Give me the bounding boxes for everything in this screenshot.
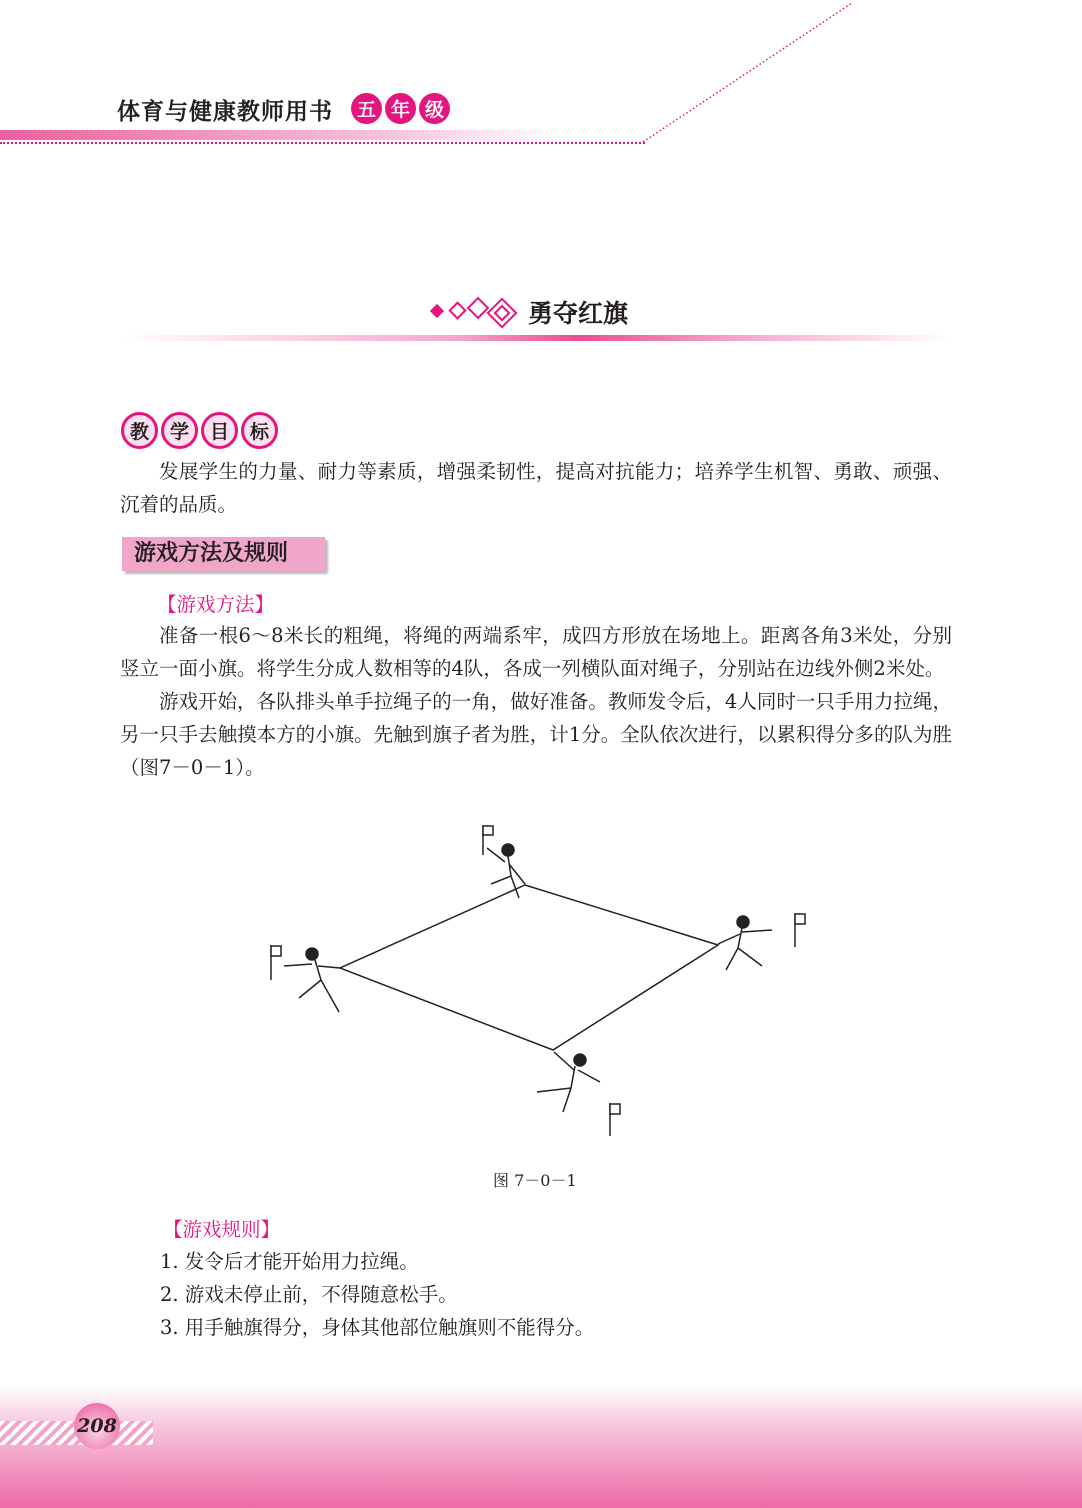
- rope-square: [340, 885, 718, 1050]
- heading-char: 目: [201, 412, 238, 449]
- book-title: 体育与健康教师用书: [117, 98, 333, 125]
- heading-char: 标: [241, 412, 278, 449]
- footer-band: [0, 1385, 1082, 1508]
- rules-label: 【游戏规则】: [163, 1218, 281, 1241]
- heading-char: 学: [161, 412, 198, 449]
- heading-char: 教: [121, 412, 158, 449]
- rule-item: 3. 用手触旗得分，身体其他部位触旗则不能得分。: [160, 1316, 595, 1339]
- rule-item: 1. 发令后才能开始用力拉绳。: [160, 1250, 419, 1273]
- figure-caption: 图 7－0－1: [493, 1171, 577, 1190]
- flag-icon: [483, 825, 493, 855]
- method-paragraph: 游戏开始，各队排头单手拉绳子的一角，做好准备。教师发令后，4人同时一只手用力拉绳，另一只手去触摸本方的小旗。先触到旗子者为胜，计1分。全队依次进行，以累积得分多的队为胜（图7－0－1）。: [120, 690, 952, 779]
- flag-icon: [271, 945, 281, 980]
- section-heading: 游戏方法及规则: [122, 537, 325, 571]
- grade-char: 年: [385, 93, 416, 124]
- method-paragraph: 准备一根6～8米长的粗绳，将绳的两端系牢，成四方形放在场地上。距离各角3米处，分别竖立一面小旗。将学生分成人数相等的4队，各成一列横队面对绳子，分别站在边线外侧2米处。: [120, 624, 952, 680]
- method-label: 【游戏方法】: [157, 593, 275, 616]
- flag-icon: [795, 913, 805, 947]
- player-figure: [537, 1052, 600, 1112]
- objectives-text: 发展学生的力量、耐力等素质，增强柔韧性，提高对抗能力；培养学生机智、勇敢、顽强、沉着的品质。: [120, 460, 952, 516]
- grade-char: 级: [419, 93, 450, 124]
- player-figure: [487, 844, 525, 898]
- player-figure: [284, 948, 340, 1012]
- player-figure: [718, 916, 772, 970]
- flag-icon: [610, 1103, 620, 1136]
- grade-char: 五: [351, 93, 382, 124]
- rules-list: [160, 1245, 594, 1344]
- lesson-title: 勇夺红旗: [528, 299, 629, 328]
- rule-item: 2. 游戏未停止前，不得随意松手。: [160, 1283, 458, 1306]
- page-number: 208: [74, 1403, 120, 1449]
